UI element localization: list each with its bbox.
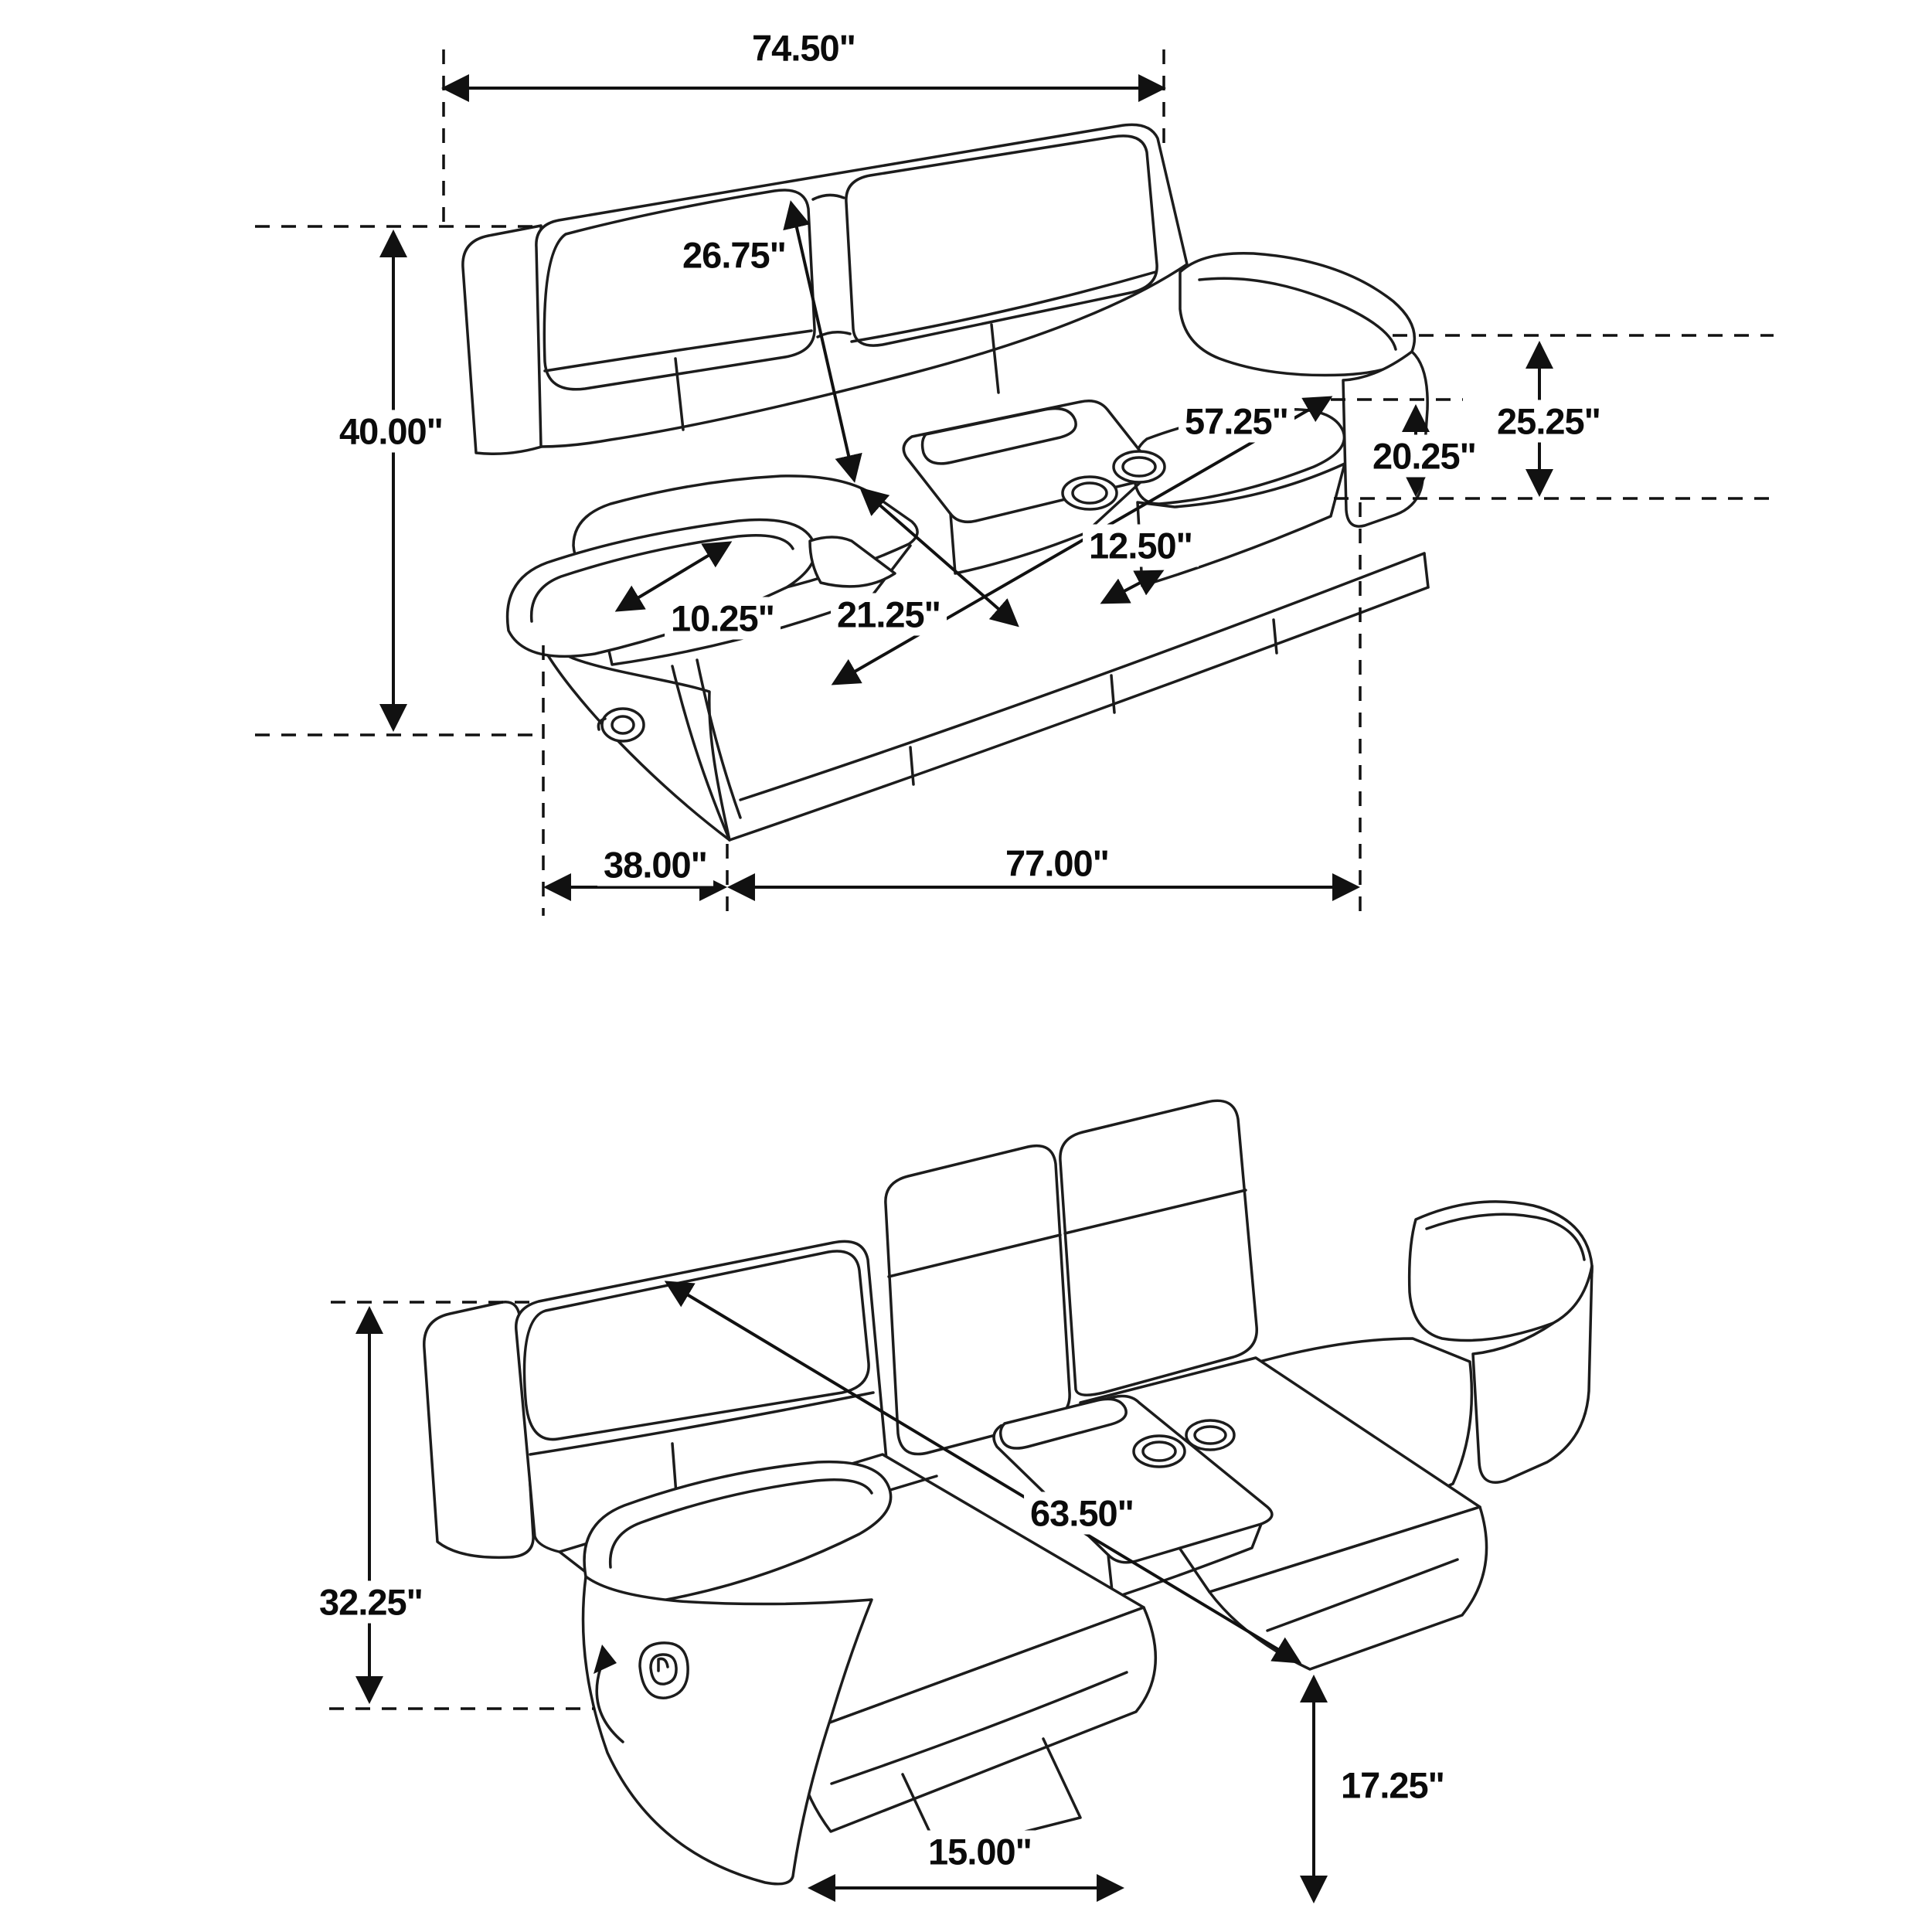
dim-label-seat-height: 20.25" <box>1366 435 1482 478</box>
right-backrest-outer <box>1060 1100 1257 1395</box>
dim-label-overall-width: 77.00" <box>999 842 1115 885</box>
sofa-upright-drawing <box>463 124 1428 840</box>
cupholder-icon <box>1134 1436 1185 1467</box>
right-backrest-inner <box>886 1146 1070 1454</box>
dim-seat-front-depth <box>1104 572 1161 602</box>
dim-label-reclined-length: 63.50" <box>1024 1492 1140 1535</box>
dim-label-arm-width: 10.25" <box>665 597 781 640</box>
dim-label-arm-height: 25.25" <box>1491 400 1607 443</box>
dim-label-footrest-height: 17.25" <box>1335 1764 1451 1807</box>
right-armrest-pad <box>1180 253 1414 376</box>
dim-label-back-height: 26.75" <box>676 234 792 277</box>
back-left-wing <box>463 226 546 454</box>
dim-label-overall-height: 40.00" <box>333 410 449 453</box>
cupholder-icon <box>1114 451 1165 482</box>
dim-label-floor-clearance: 15.00" <box>922 1831 1038 1873</box>
dim-label-seat-width: 21.25" <box>831 594 947 636</box>
dim-label-reclined-back-height: 32.25" <box>313 1581 429 1624</box>
dim-label-back-to-arm: 57.25" <box>1179 400 1294 443</box>
recline-lever-icon <box>640 1643 688 1698</box>
dim-label-seat-front-depth: 12.50" <box>1083 525 1199 567</box>
dim-label-back-width: 74.50" <box>746 27 862 70</box>
dim-label-depth: 38.00" <box>597 844 713 886</box>
